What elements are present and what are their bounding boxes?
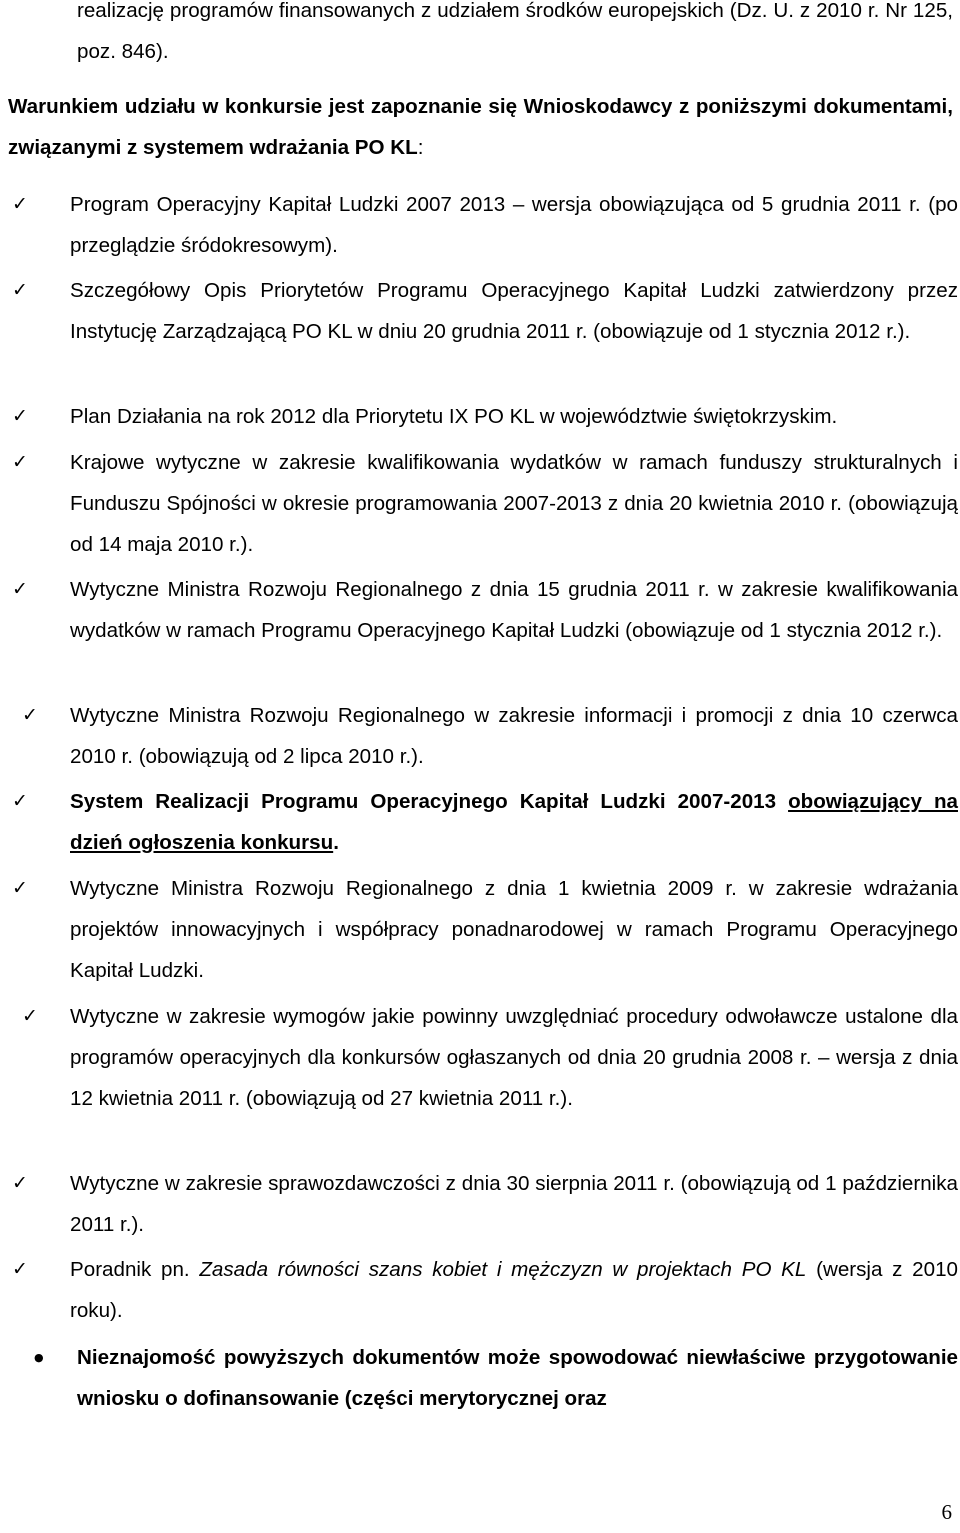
- system-validity: obowiązujący na dzień ogłoszenia konkursu: [70, 790, 958, 854]
- guide-title: Zasada równości szans kobiet i mężczyzn w projektach PO KL: [199, 1258, 807, 1281]
- check-icon: ✓: [12, 405, 28, 427]
- guide-suffix: (wersja z 2010 roku).: [70, 1258, 958, 1322]
- check-icon: ✓: [22, 1005, 38, 1027]
- check-icon: ✓: [12, 193, 28, 215]
- list-item: Szczegółowy Opis Priorytetów Programu Operacyjnego Kapitał Ludzki zatwierdzony przez Instytucję Zarządzającą PO KL w dniu 20 grudnia 2011 r. (obowiązuje od 1 stycznia 2012 r.).: [70, 279, 958, 343]
- warning-paragraph: Nieznajomość powyższych dokumentów może spowodować niewłaściwe przygotowanie wniosku o dofinansowanie (części merytorycznej oraz: [77, 1346, 958, 1410]
- intro-continuation: realizację programów finansowanych z udziałem środków europejskich (Dz. U. z 2010 r. Nr 125, poz. 846).: [77, 0, 953, 63]
- check-icon: ✓: [12, 279, 28, 301]
- list-item: Krajowe wytyczne w zakresie kwalifikowania wydatków w ramach funduszy strukturalnych i Funduszu Spójności w okresie programowania 2007-2013 z dnia 20 kwietnia 2010 r. (obowiązują od 14 maja 2010 r.).: [70, 451, 958, 556]
- check-icon: ✓: [12, 877, 28, 899]
- heading-colon: :: [417, 136, 424, 159]
- list-item: [70, 781, 958, 863]
- list-item: Wytyczne w zakresie wymogów jakie powinny uwzględniać procedury odwoławcze ustalone dla programów operacyjnych dla konkursów ogłaszanych od dnia 20 grudnia 2008 r. – wersja z dnia 12 kwietnia 2011 r. (obowiązują od 27 kwietnia 2011 r.).: [70, 1005, 958, 1110]
- check-icon: ✓: [12, 1172, 28, 1194]
- list-item: Program Operacyjny Kapitał Ludzki 2007 2013 – wersja obowiązująca od 5 grudnia 2011 r. (po przeglądzie śródokresowym).: [70, 193, 958, 257]
- bullet-icon: ●: [34, 1351, 44, 1364]
- check-icon: ✓: [12, 790, 28, 812]
- requirements-heading: [8, 86, 953, 168]
- list-item: Plan Działania na rok 2012 dla Priorytetu IX PO KL w województwie świętokrzyskim.: [70, 405, 838, 428]
- list-item: Wytyczne Ministra Rozwoju Regionalnego z dnia 1 kwietnia 2009 r. w zakresie wdrażania projektów innowacyjnych i współpracy ponadnarodowej w ramach Programu Operacyjnego Kapitał Ludzki.: [70, 877, 958, 982]
- check-icon: ✓: [12, 578, 28, 600]
- check-icon: ✓: [12, 1258, 28, 1280]
- check-icon: ✓: [12, 451, 28, 473]
- list-item: Wytyczne Ministra Rozwoju Regionalnego z dnia 15 grudnia 2011 r. w zakresie kwalifikowania wydatków w ramach Programu Operacyjnego Kapitał Ludzki (obowiązuje od 1 stycznia 2012 r.).: [70, 578, 958, 642]
- list-item: [70, 1249, 958, 1331]
- guide-prefix: Poradnik pn.: [70, 1258, 200, 1281]
- list-item: Wytyczne Ministra Rozwoju Regionalnego w zakresie informacji i promocji z dnia 10 czerwca 2010 r. (obowiązują od 2 lipca 2010 r.).: [70, 704, 958, 768]
- check-icon: ✓: [22, 704, 38, 726]
- system-end: .: [333, 831, 339, 854]
- system-title: System Realizacji Programu Operacyjnego Kapitał Ludzki 2007-2013: [70, 790, 789, 813]
- page-number: 6: [941, 1500, 952, 1524]
- heading-text: Warunkiem udziału w konkursie jest zapoznanie się Wnioskodawcy z poniższymi dokumentami, związanymi z systemem wdrażania PO KL: [8, 95, 953, 159]
- list-item: Wytyczne w zakresie sprawozdawczości z dnia 30 sierpnia 2011 r. (obowiązują od 1 października 2011 r.).: [70, 1172, 958, 1236]
